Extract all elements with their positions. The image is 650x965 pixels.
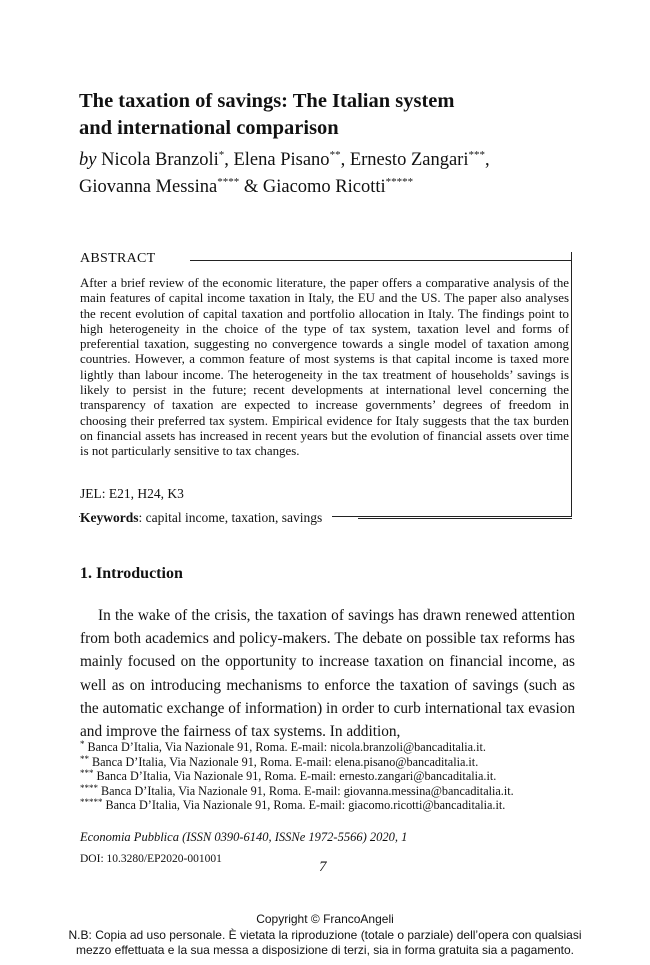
- copyright-line: N.B: Copia ad uso personale. È vietata la riproduzione (totale o parziale) dell’opera con qualsiasi: [68, 927, 582, 942]
- author-mark: *: [218, 149, 225, 161]
- copyright-line: Copyright © FrancoAngeli: [256, 912, 394, 926]
- keywords-row: [80, 510, 572, 528]
- paper-title-line2: and international comparison: [79, 117, 339, 139]
- author-name: Elena Pisano: [233, 150, 330, 170]
- section-heading: 1. Introduction: [80, 565, 183, 582]
- footnote: [80, 755, 580, 770]
- author-name: Giacomo Ricotti: [262, 177, 386, 197]
- footnote-text: Banca D’Italia, Via Nazionale 91, Roma. E-mail: elena.pisano@bancaditalia.it.: [92, 754, 479, 769]
- page-number: 7: [319, 859, 327, 875]
- keywords: [80, 510, 332, 526]
- body-paragraph: In the wake of the crisis, the taxation of savings has drawn renewed attention from both academics and policy-makers. The debate on possible tax reforms has mainly focused on the opportunity to increase taxation on financial income, as well as on introducing mechanisms to enforce the taxation of savings (such as the automatic exchange of information) in order to curb international tax evasion and improve the fairness of tax systems. In addition,: [80, 607, 575, 741]
- footnote-mark: *****: [80, 797, 103, 807]
- author-name: Nicola Branzoli: [101, 150, 219, 170]
- footnote: [80, 798, 580, 813]
- paper-title-line1: The taxation of savings: The Italian system: [79, 90, 455, 112]
- keywords-label: Keywords: [80, 510, 139, 525]
- author-separator: ,: [340, 150, 350, 170]
- footnote-mark: *: [80, 739, 85, 749]
- author-mark: ***: [468, 149, 485, 161]
- author-name: Ernesto Zangari: [349, 150, 469, 170]
- paper-title: [79, 88, 599, 142]
- footnote-text: Banca D’Italia, Via Nazionale 91, Roma. E-mail: ernesto.zangari@bancaditalia.it.: [96, 769, 497, 783]
- author-mark: **: [329, 149, 341, 161]
- jel-codes: JEL: E21, H24, K3: [80, 486, 184, 501]
- author-separator: &: [239, 177, 263, 197]
- footnote-mark: ****: [80, 782, 98, 793]
- footnote: [80, 769, 580, 784]
- abstract-text: After a brief review of the economic literature, the paper offers a comparative analysis of the main features of capital income taxation in Italy, the EU and the US. The paper also analyses the recent evolution of capital taxation and portfolio allocation in Italy. The findings point to high heterogeneity in the choice of the type of tax system, taxation level and forms of preferential taxation, suggesting no convergence towards a single model of taxation among countries. However, a common feature of most systems is that capital income is taxed more lightly than labour income. The heterogeneity in the tax treatment of households’ savings is likely to persist in the future; recent developments at international level concerning the transparency of taxation are expected to increase governments’ degrees of freedom in choosing their preferred tax system. Empirical evidence for Italy suggests that the tax burden on financial assets has increased in recent years but the evolution of financial assets over time is not particularly sensitive to tax changes.: [80, 276, 569, 459]
- copyright-notice: [0, 912, 650, 959]
- by-label: by: [79, 150, 97, 170]
- footnotes: [80, 740, 580, 813]
- author-name: Giovanna Messina: [79, 177, 218, 197]
- abstract-header-rule: [190, 260, 572, 261]
- journal-citation: Economia Pubblica (ISSN 0390-6140, ISSNe 1972-5566) 2020, 1: [80, 830, 408, 844]
- copyright-line: mezzo effettuata e la sua messa a disposizione di terzi, sia in forma gratuita sia a pagamento.: [75, 943, 575, 957]
- author-mark: ****: [217, 176, 240, 188]
- author-mark: *****: [385, 176, 414, 188]
- abstract-heading: ABSTRACT: [80, 251, 166, 267]
- author-list: [79, 147, 599, 201]
- abstract-header: [80, 251, 572, 269]
- footnote-text: Banca D’Italia, Via Nazionale 91, Roma. E-mail: giovanna.messina@bancaditalia.it.: [101, 783, 514, 798]
- author-separator: ,: [484, 150, 490, 170]
- footnote-mark: **: [80, 753, 89, 764]
- footnote-text: Banca D’Italia, Via Nazionale 91, Roma. E-mail: nicola.branzoli@bancaditalia.it.: [87, 740, 486, 754]
- section-body: [80, 604, 575, 743]
- footnote: [80, 784, 580, 799]
- keywords-rule: [358, 518, 572, 519]
- doi: DOI: 10.3280/EP2020-001001: [80, 853, 222, 865]
- footnote-text: Banca D’Italia, Via Nazionale 91, Roma. E-mail: giacomo.ricotti@bancaditalia.it.: [105, 798, 506, 812]
- footnote: [80, 740, 580, 755]
- footnote-mark: ***: [80, 768, 94, 778]
- keywords-text: : capital income, taxation, savings: [138, 510, 323, 525]
- author-separator: ,: [224, 150, 234, 170]
